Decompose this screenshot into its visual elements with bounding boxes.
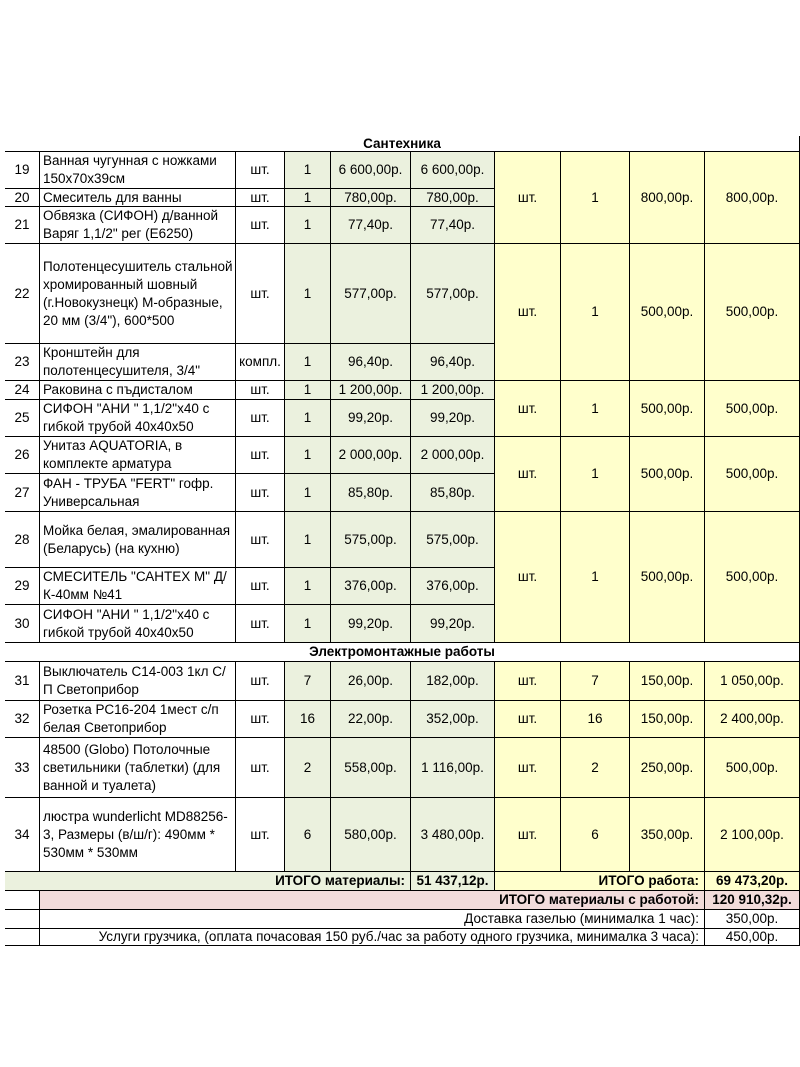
item-price: 96,40р. <box>331 344 411 381</box>
item-name: Выключатель С14-003 1кл С/П Светоприбор <box>40 662 236 701</box>
item-qty: 6 <box>285 798 331 872</box>
section-header-electrical: Электромонтажные работы <box>5 643 800 662</box>
item-sum: 2 000,00р. <box>411 437 495 474</box>
item-unit: шт. <box>236 798 285 872</box>
work-qty: 1 <box>561 381 630 437</box>
item-qty: 1 <box>285 207 331 244</box>
item-name: Полотенцесушитель стальной хромированный шовный (г.Новокузнецк) М-образные, 20 мм (3/4"), 600*500 <box>40 244 236 344</box>
row-number: 21 <box>5 207 40 244</box>
row-number: 23 <box>5 344 40 381</box>
work-sum: 500,00р. <box>705 244 800 381</box>
row-number: 22 <box>5 244 40 344</box>
item-sum: 575,00р. <box>411 512 495 568</box>
loader-spacer <box>5 929 40 946</box>
work-sum: 1 050,00р. <box>705 662 800 701</box>
item-sum: 85,80р. <box>411 474 495 512</box>
work-sum: 500,00р. <box>705 437 800 512</box>
work-price: 800,00р. <box>630 152 705 244</box>
work-qty: 16 <box>561 701 630 738</box>
materials-total-label: ИТОГО материалы: <box>5 872 411 891</box>
item-name: 48500 (Globo) Потолочные светильники (таблетки) (для ванной и туалета) <box>40 738 236 798</box>
item-qty: 1 <box>285 568 331 605</box>
work-unit: шт. <box>495 798 561 872</box>
item-price: 26,00р. <box>331 662 411 701</box>
loader-value: 450,00р. <box>705 929 800 946</box>
item-qty: 1 <box>285 152 331 189</box>
work-sum: 2 100,00р. <box>705 798 800 872</box>
work-price: 500,00р. <box>630 437 705 512</box>
row-number: 26 <box>5 437 40 474</box>
item-price: 85,80р. <box>331 474 411 512</box>
item-qty: 2 <box>285 738 331 798</box>
item-sum: 577,00р. <box>411 244 495 344</box>
item-qty: 1 <box>285 244 331 344</box>
item-price: 22,00р. <box>331 701 411 738</box>
work-qty: 1 <box>561 244 630 381</box>
work-price: 250,00р. <box>630 738 705 798</box>
loader-label: Услуги грузчика, (оплата почасовая 150 руб./час за работу одного грузчика, минималка 3 часа): <box>40 929 705 946</box>
item-sum: 99,20р. <box>411 400 495 437</box>
row-number: 25 <box>5 400 40 437</box>
item-name: Унитаз AQUATORIA, в комплекте арматура <box>40 437 236 474</box>
work-total-label: ИТОГО работа: <box>495 872 705 891</box>
item-unit: шт. <box>236 207 285 244</box>
item-price: 99,20р. <box>331 400 411 437</box>
item-qty: 16 <box>285 701 331 738</box>
item-price: 376,00р. <box>331 568 411 605</box>
delivery-spacer <box>5 910 40 929</box>
work-unit: шт. <box>495 512 561 643</box>
estimate-sheet <box>5 136 800 946</box>
item-price: 2 000,00р. <box>331 437 411 474</box>
item-name: Раковина с пъдисталом <box>40 381 236 400</box>
work-unit: шт. <box>495 701 561 738</box>
item-qty: 7 <box>285 662 331 701</box>
work-sum: 2 400,00р. <box>705 701 800 738</box>
item-name: Смеситель для ванны <box>40 189 236 207</box>
item-qty: 1 <box>285 381 331 400</box>
row-number: 28 <box>5 512 40 568</box>
row-number: 31 <box>5 662 40 701</box>
item-unit: шт. <box>236 244 285 344</box>
item-sum: 376,00р. <box>411 568 495 605</box>
item-sum: 1 116,00р. <box>411 738 495 798</box>
item-qty: 1 <box>285 189 331 207</box>
item-sum: 3 480,00р. <box>411 798 495 872</box>
item-name: Ванная чугунная с ножками 150х70х39см <box>40 152 236 189</box>
item-sum: 99,20р. <box>411 605 495 643</box>
item-unit: шт. <box>236 189 285 207</box>
item-unit: шт. <box>236 152 285 189</box>
grand-total-spacer <box>5 891 40 910</box>
delivery-label: Доставка газелью (минималка 1 час): <box>40 910 705 929</box>
work-unit: шт. <box>495 662 561 701</box>
item-unit: шт. <box>236 662 285 701</box>
work-unit: шт. <box>495 437 561 512</box>
item-name: Кронштейн для полотенцесушителя, 3/4" <box>40 344 236 381</box>
item-name: люстра wunderlicht MD88256-3, Размеры (в/ш/г): 490мм * 530мм * 530мм <box>40 798 236 872</box>
item-unit: шт. <box>236 701 285 738</box>
work-price: 500,00р. <box>630 244 705 381</box>
row-number: 30 <box>5 605 40 643</box>
work-price: 150,00р. <box>630 701 705 738</box>
item-price: 1 200,00р. <box>331 381 411 400</box>
item-sum: 96,40р. <box>411 344 495 381</box>
item-unit: шт. <box>236 738 285 798</box>
work-unit: шт. <box>495 152 561 244</box>
item-qty: 1 <box>285 344 331 381</box>
row-number: 29 <box>5 568 40 605</box>
item-sum: 780,00р. <box>411 189 495 207</box>
item-sum: 182,00р. <box>411 662 495 701</box>
item-sum: 6 600,00р. <box>411 152 495 189</box>
work-price: 350,00р. <box>630 798 705 872</box>
item-price: 558,00р. <box>331 738 411 798</box>
grand-total-value: 120 910,32р. <box>705 891 800 910</box>
work-unit: шт. <box>495 738 561 798</box>
item-qty: 1 <box>285 512 331 568</box>
item-name: СМЕСИТЕЛЬ "САНТЕХ М" Д/К-40мм №41 <box>40 568 236 605</box>
item-unit: шт. <box>236 474 285 512</box>
work-price: 500,00р. <box>630 512 705 643</box>
work-sum: 500,00р. <box>705 738 800 798</box>
item-name: СИФОН "АНИ " 1,1/2"х40 с гибкой трубой 40х40х50 <box>40 605 236 643</box>
materials-total-value: 51 437,12р. <box>411 872 495 891</box>
item-unit: шт. <box>236 512 285 568</box>
item-name: Розетка РС16-204 1мест с/п белая Светоприбор <box>40 701 236 738</box>
item-qty: 1 <box>285 400 331 437</box>
item-qty: 1 <box>285 605 331 643</box>
item-unit: шт. <box>236 605 285 643</box>
item-name: Мойка белая, эмалированная (Беларусь) (на кухню) <box>40 512 236 568</box>
item-price: 575,00р. <box>331 512 411 568</box>
work-qty: 1 <box>561 512 630 643</box>
item-unit: шт. <box>236 437 285 474</box>
row-number: 33 <box>5 738 40 798</box>
work-qty: 6 <box>561 798 630 872</box>
item-price: 99,20р. <box>331 605 411 643</box>
item-sum: 77,40р. <box>411 207 495 244</box>
work-qty: 2 <box>561 738 630 798</box>
work-price: 150,00р. <box>630 662 705 701</box>
row-number: 19 <box>5 152 40 189</box>
item-name: Обвязка (СИФОН) д/ванной Варяг 1,1/2" рег (Е6250) <box>40 207 236 244</box>
item-qty: 1 <box>285 474 331 512</box>
work-total-value: 69 473,20р. <box>705 872 800 891</box>
item-unit: шт. <box>236 400 285 437</box>
work-sum: 500,00р. <box>705 512 800 643</box>
work-qty: 1 <box>561 437 630 512</box>
work-sum: 500,00р. <box>705 381 800 437</box>
item-name: ФАН - ТРУБА "FERT" гофр. Универсальная <box>40 474 236 512</box>
work-unit: шт. <box>495 244 561 381</box>
row-number: 34 <box>5 798 40 872</box>
delivery-value: 350,00р. <box>705 910 800 929</box>
work-unit: шт. <box>495 381 561 437</box>
grand-total-label: ИТОГО материалы с работой: <box>40 891 705 910</box>
section-header-plumbing: Сантехника <box>5 136 800 152</box>
item-qty: 1 <box>285 437 331 474</box>
item-name: СИФОН "АНИ " 1,1/2"х40 с гибкой трубой 40х40х50 <box>40 400 236 437</box>
row-number: 24 <box>5 381 40 400</box>
work-qty: 7 <box>561 662 630 701</box>
item-price: 6 600,00р. <box>331 152 411 189</box>
item-sum: 352,00р. <box>411 701 495 738</box>
item-unit: шт. <box>236 381 285 400</box>
work-sum: 800,00р. <box>705 152 800 244</box>
item-unit: компл. <box>236 344 285 381</box>
item-price: 577,00р. <box>331 244 411 344</box>
row-number: 32 <box>5 701 40 738</box>
row-number: 27 <box>5 474 40 512</box>
item-unit: шт. <box>236 568 285 605</box>
work-price: 500,00р. <box>630 381 705 437</box>
row-number: 20 <box>5 189 40 207</box>
item-price: 580,00р. <box>331 798 411 872</box>
item-price: 77,40р. <box>331 207 411 244</box>
work-qty: 1 <box>561 152 630 244</box>
item-sum: 1 200,00р. <box>411 381 495 400</box>
item-price: 780,00р. <box>331 189 411 207</box>
